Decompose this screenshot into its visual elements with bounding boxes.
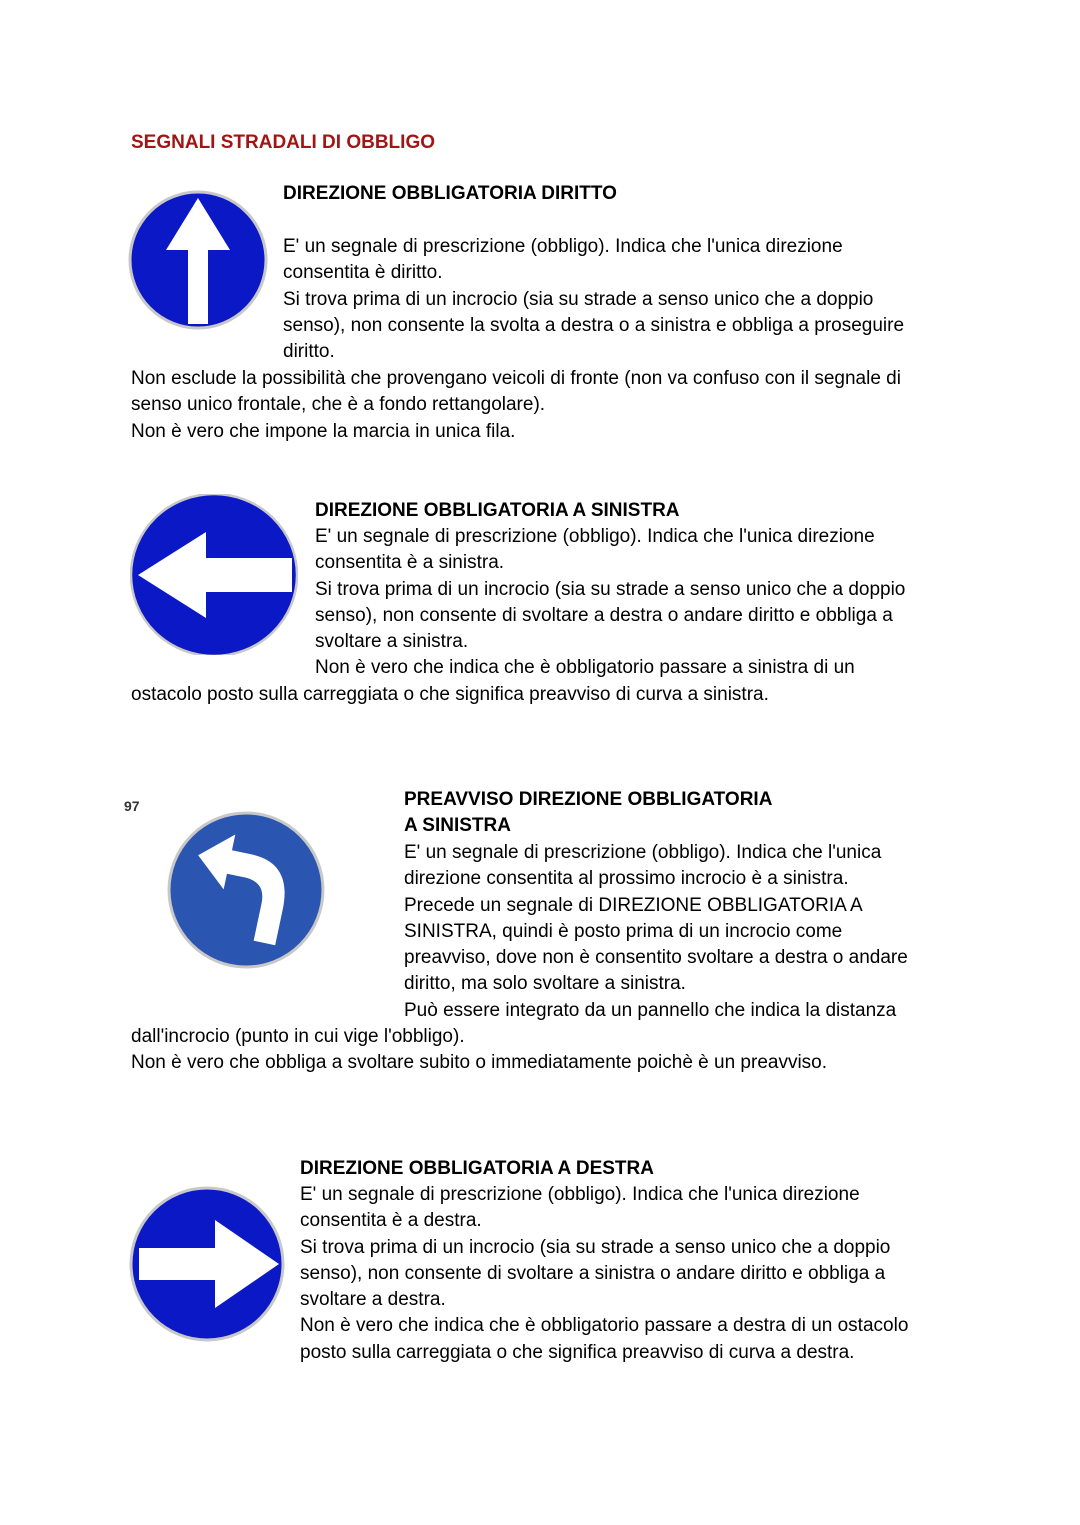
page-number: 97 [124,798,140,814]
straight-arrow-sign-icon [128,190,268,330]
section-text: dall'incrocio (punto in cui vige l'obbligo). Non è vero che obbliga a svoltare subito o immediatamente poichè è un preavviso. [131,1026,828,1074]
section-heading: DIREZIONE OBBLIGATORIA DIRITTO [283,183,617,204]
section-text: ostacolo posto sulla carreggiata o che significa preavviso di curva a sinistra. [131,684,769,705]
section-text: Non esclude la possibilità che provengano veicoli di fronte (non va confuso con il segnale di senso unico frontale, che è a fondo rettangolare). Non è vero che impone la marcia in unica fila. [131,368,901,442]
section-heading: PREAVVISO DIREZIONE OBBLIGATORIA A SINISTRA [404,789,773,837]
section-text: E' un segnale di prescrizione (obbligo). Indica che l'unica direzione consentita al prossimo incrocio è a sinistra. Precede un segnale di DIREZIONE OBBLIGATORIA A SINISTRA, quindi è posto prima di un incrocio come preavviso, dove non è consentito svoltare a destra o andare diritto, ma solo svoltare a sinistra. Può essere integrato da un pannello che indica la distanza [404,842,908,1021]
section-heading: DIREZIONE OBBLIGATORIA A DESTRA [300,1158,654,1179]
turn-left-arrow-sign-icon [166,810,326,970]
page-title: SEGNALI STRADALI DI OBBLIGO [131,132,435,153]
section-heading: DIREZIONE OBBLIGATORIA A SINISTRA [315,500,680,521]
left-arrow-sign-icon [130,494,298,656]
section-text: E' un segnale di prescrizione (obbligo). Indica che l'unica direzione consentita è a sinistra. Si trova prima di un incrocio (sia su strade a senso unico che a doppio senso), non consente di svoltare a destra o andare diritto e obbliga a svoltare a sinistra. Non è vero che indica che è obbligatorio passare a sinistra di un [315,526,906,679]
section-text: E' un segnale di prescrizione (obbligo). Indica che l'unica direzione consentita è diritto. Si trova prima di un incrocio (sia su strade a senso unico che a doppio senso), non consente la svolta a destra o a sinistra e obbliga a proseguire diritto. [283,236,905,363]
right-arrow-sign-icon [129,1186,285,1342]
section-text: E' un segnale di prescrizione (obbligo). Indica che l'unica direzione consentita è a destra. Si trova prima di un incrocio (sia su strade a senso unico che a doppio senso), non consente di svoltare a sinistra o andare diritto e obbliga a svoltare a destra. Non è vero che indica che è obbligatorio passare a destra di un ostacolo posto sulla carreggiata o che significa preavviso di curva a destra. [300,1184,909,1363]
